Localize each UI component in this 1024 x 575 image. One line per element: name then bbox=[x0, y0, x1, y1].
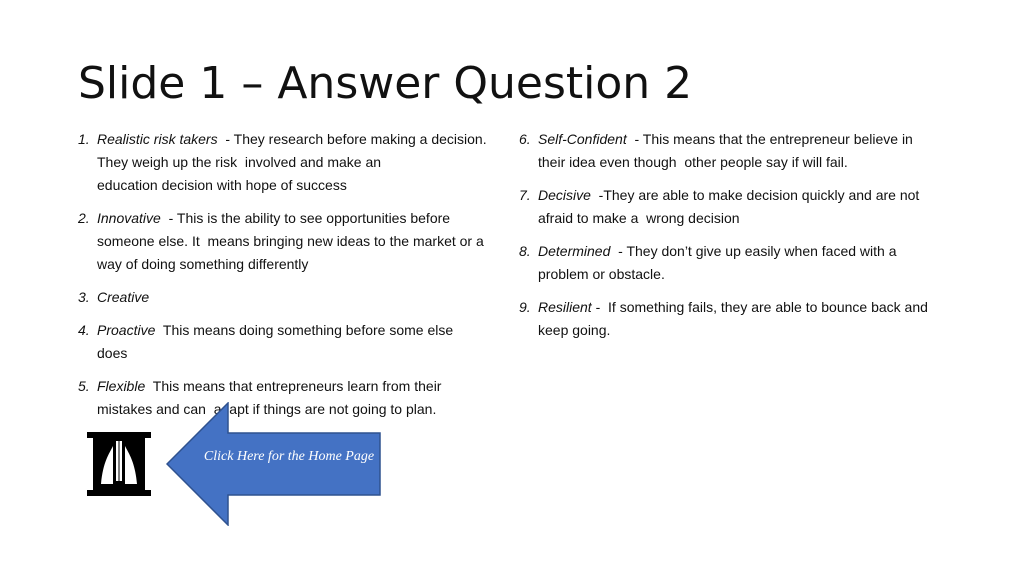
item-term: Realistic risk takers bbox=[97, 131, 218, 147]
item-description: their idea even though other people say if will fail. bbox=[538, 154, 848, 170]
item-description: - If something fails, they are able to bounce back and bbox=[591, 299, 928, 315]
item-description: - This means that the entrepreneur believe in bbox=[626, 131, 913, 147]
item-description: problem or obstacle. bbox=[538, 266, 665, 282]
item-term: Innovative bbox=[97, 210, 161, 226]
item-description: -They are able to make decision quickly and are not bbox=[590, 187, 920, 203]
item-description: - They research before making a decision. bbox=[217, 131, 487, 147]
item-term: Self-Confident bbox=[538, 131, 627, 147]
item-description: education decision with hope of success bbox=[97, 177, 347, 193]
list-item bbox=[519, 128, 949, 174]
item-term: Determined bbox=[538, 243, 611, 259]
item-description: They weigh up the risk involved and make an bbox=[97, 154, 382, 170]
item-description: This means doing something before some else bbox=[155, 322, 454, 338]
item-number: 3. bbox=[78, 289, 90, 305]
list-item bbox=[78, 207, 508, 276]
item-number: 4. bbox=[78, 322, 90, 338]
slide-title: Slide 1 – Answer Question 2 bbox=[78, 58, 693, 109]
item-description: afraid to make a wrong decision bbox=[538, 210, 740, 226]
item-description: keep going. bbox=[538, 322, 611, 338]
item-number: 7. bbox=[519, 187, 531, 203]
item-number: 6. bbox=[519, 131, 531, 147]
item-term: Proactive bbox=[97, 322, 156, 338]
list-left bbox=[78, 128, 508, 431]
home-page-button-label: Click Here for the Home Page bbox=[203, 449, 375, 464]
item-description: - They don’t give up easily when faced with a bbox=[610, 243, 897, 259]
item-term: Flexible bbox=[97, 378, 146, 394]
item-term: Creative bbox=[97, 289, 150, 305]
item-number: 1. bbox=[78, 131, 90, 147]
window-curtains-icon bbox=[87, 432, 151, 496]
list-right bbox=[519, 128, 949, 352]
item-description: mistakes and can adapt if things are not going to plan. bbox=[97, 401, 437, 417]
list-item bbox=[519, 296, 949, 342]
list-item bbox=[519, 184, 949, 230]
item-number: 2. bbox=[78, 210, 90, 226]
item-term: Resilient bbox=[538, 299, 592, 315]
item-number: 9. bbox=[519, 299, 531, 315]
item-description: This means that entrepreneurs learn from their bbox=[145, 378, 442, 394]
list-item bbox=[78, 128, 508, 197]
list-item bbox=[519, 240, 949, 286]
item-term: Decisive bbox=[538, 187, 591, 203]
item-number: 8. bbox=[519, 243, 531, 259]
home-page-arrow-button[interactable] bbox=[166, 402, 382, 526]
item-description: - This is the ability to see opportunities before bbox=[160, 210, 451, 226]
list-item bbox=[78, 319, 508, 365]
item-description: way of doing something differently bbox=[97, 256, 309, 272]
item-description: someone else. It means bringing new ideas to the market or a bbox=[97, 233, 484, 249]
list-item bbox=[78, 286, 508, 309]
item-number: 5. bbox=[78, 378, 90, 394]
item-description: does bbox=[97, 345, 128, 361]
